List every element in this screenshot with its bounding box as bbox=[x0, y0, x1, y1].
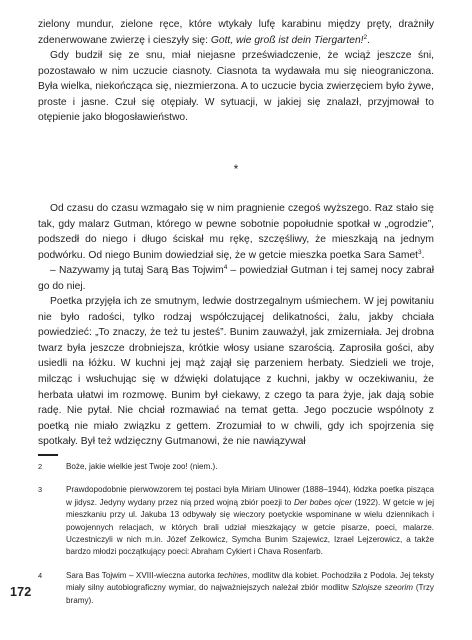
paragraph: zielony mundur, zielone ręce, które wtykały lufę karabinu między pręty, drażniły zdenerwowane zwierzę i cieszyły się: Gott, wie groß ist dein Tiergarten!$^2$. bbox=[38, 19, 434, 46]
paragraph: Od czasu do czasu wzmagało się w nim pragnienie czegoś wyższego. Raz stało się tak, gdy malarz Gutman, którego w pewne sobotnie popołudnie spotkał w „ogrodzie”, podszedł do niego i długo ściskał mu rękę, szczęśliwy, że mieszkają na jednym podwórku. Od niego Bunim dowiedział się, że w getcie mieszka poetka Sara Samet$^3$. bbox=[38, 203, 434, 261]
footnote-2: 2 Boże, jakie wielkie jest Twoje zoo! (niem.). bbox=[38, 461, 434, 473]
dialogue-paragraph: – Nazywamy ją tutaj Sarą Bas Tojwim$^4$ – powiedział Gutman i tej samej nocy zabrał go do niej. bbox=[38, 264, 434, 292]
footnote-ref[interactable]: 4 bbox=[223, 264, 228, 272]
body-text-section-1 bbox=[38, 17, 434, 126]
footnote-ref[interactable]: 3 bbox=[418, 248, 422, 256]
footnote-4: 4 Sara Bas Tojwim – XVIII-wieczna autorka techines, modlitw dla kobiet. Pochodziła z Podola. Jej teksty miały silny autobiograficzny wymiar, do najważniejszych należał zbiór modlitw Szlojsze szeorim (Trzy bramy). bbox=[38, 570, 434, 605]
book-title: Szlojsze szeorim bbox=[351, 583, 413, 593]
german-quote: Gott, wie groß ist dein Tiergarten! bbox=[210, 34, 364, 46]
paragraph: Gdy budził się ze snu, miał niejasne przeświadczenie, że wciąż jeszcze śni, pozostawało w nim uczucie ciasnoty. Ciasnota ta wydawała mu się nieograniczona. Była wielka, niekończąca się, niezmierzona. A to uczucie bycia zwierzęciem było żywe, proste i jasne. Czuł się otępiały. W sytuacji, w jakiej się znalazł, przyjmował to otępienie jako błogosławieństwo. bbox=[38, 50, 434, 124]
paragraph: Poetka przyjęła ich ze smutnym, ledwie dostrzegalnym uśmiechem. W jej powitaniu nie było radości, tylko rodzaj współczującej delikatności, żalu, jakby chciała powiedzieć: „To znaczy, że też tu jesteś”. Bunim zauważył, jak zmizerniała. Jej drobna twarz była jeszcze drobniejsza, krótkie włosy usiane szarością. Zaprosiła gości, aby usiedli na łóżku. W kuchni jej mąż zajął się parzeniem herbaty. Siedzieli we troje, milcząc i wsłuchując się w dźwięki dolatujące z kuchni, jakby w oczekiwaniu, że herbata ułatwi im rozmowę. Bunim był ciekawy, z czego ta para żyje, jak dają sobie radę. Nie pytał. Nie chciał rozmawiać na temat getta. Jego poczucie wspólnoty z poetką nie miało związku z gettem. Zrozumiał to w chwili, gdy ich spojrzenia się spotkały. Był też wdzięczny Gutmanowi, że nie nawiązywał bbox=[38, 296, 434, 448]
body-text-section-2 bbox=[38, 201, 434, 450]
section-separator: * bbox=[233, 162, 239, 176]
footnote-number: 3 bbox=[38, 485, 43, 495]
page-number: 172 bbox=[10, 585, 32, 599]
footnotes bbox=[38, 461, 434, 618]
footnote-rule bbox=[38, 454, 58, 456]
footnote-3: 3 Prawdopodobnie pierwowzorem tej postaci była Miriam Ulinower (1888–1944), łódzka poetka pisząca w jidysz. Jedyny wydany przez nią przed wojną zbiór poezji to Der bobes ojcer (1922). W getcie w jej mieszkaniu przy ul. Jakuba 13 odbywały się wieczory poetyckie wspominane w wielu dziennikach i powojennych relacjach, w których brali udział mieszkający w getcie pisarze, poeci, malarze. Uczestniczyli w nich m.in. Józef Zelkowicz, Symcha Bunim Szajewicz, Izrael Lejzerowicz, a także bardzo młodzi początkujący poeci: Abraham Cykiert i Chava Rosenfarb. bbox=[38, 485, 434, 557]
footnote-number: 2 bbox=[38, 462, 43, 471]
book-title: techines bbox=[217, 570, 248, 580]
book-title: Der bobes ojcer bbox=[293, 497, 352, 507]
footnote-number: 4 bbox=[38, 570, 43, 580]
footnote-ref[interactable]: 2 bbox=[363, 33, 368, 41]
